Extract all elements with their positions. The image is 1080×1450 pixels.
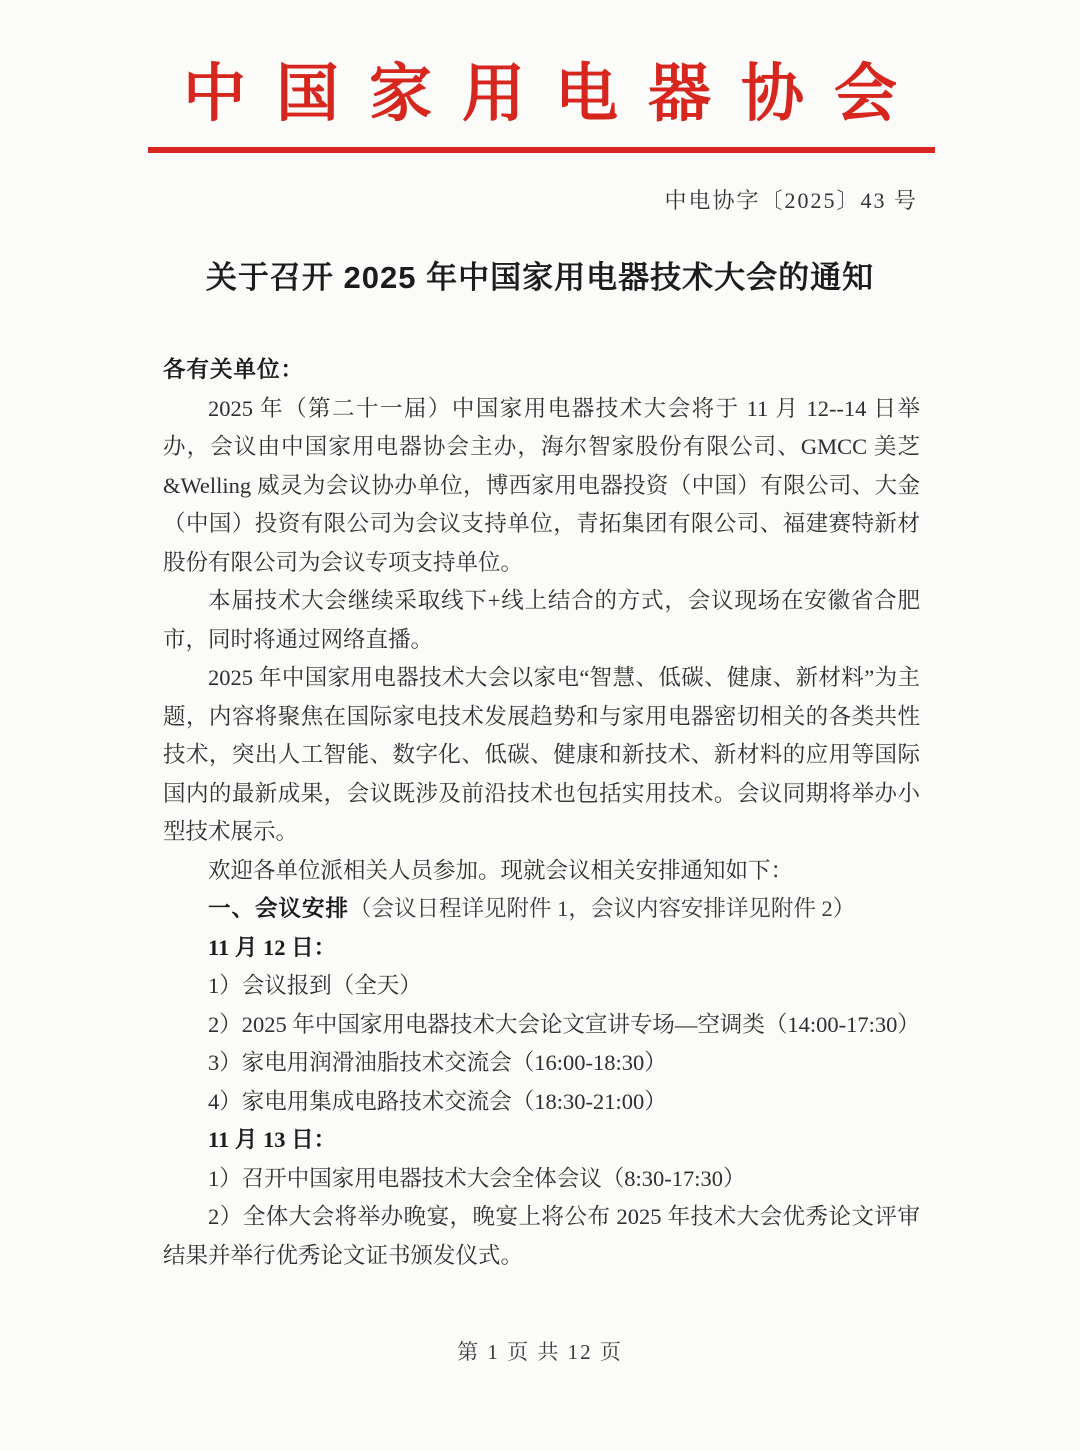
- schedule-day1-item-3: 3）家电用润滑油脂技术交流会（16:00-18:30）: [208, 1050, 667, 1075]
- letterhead-divider-rule: [148, 147, 935, 153]
- schedule-day1-item-2: 2）2025 年中国家用电器技术大会论文宣讲专场—空调类（14:00-17:30）: [208, 1011, 920, 1037]
- paragraph-theme: 2025 年中国家用电器技术大会以家电“智慧、低碳、健康、新材料”为主题，内容将聚焦在国际家电技术发展趋势和与家用电器密切相关的各类共性技术，突出人工智能、数字化、低碳、健康和新技术、新材料的应用等国际国内的最新成果，会议既涉及前沿技术也包括实用技术。会议同期将举办小型技术展示。: [163, 665, 920, 844]
- section-1-heading-note: （会议日程详见附件 1，会议内容安排详见附件 2）: [349, 896, 856, 921]
- notice-title: 关于召开 2025 年中国家用电器技术大会的通知: [205, 260, 875, 295]
- schedule-day2-date: 11 月 13 日：: [208, 1127, 337, 1152]
- schedule-day2-item-2: 2）全体大会将举办晚宴，晚宴上将公布 2025 年技术大会优秀论文评审结果并举行优秀论文证书颁发仪式。: [163, 1204, 920, 1268]
- doc-reference-number: 中电协字〔2025〕43 号: [664, 188, 918, 213]
- salutation: 各有关单位：: [163, 357, 305, 382]
- notice-body: [163, 351, 920, 1275]
- section-1-heading-label: 一、会议安排: [208, 896, 350, 921]
- schedule-day1-date: 11 月 12 日：: [208, 934, 337, 960]
- page-number-indicator: 第 1 页 共 12 页: [457, 1340, 623, 1364]
- paragraph-welcome: 欢迎各单位派相关人员参加。现就会议相关安排通知如下：: [208, 857, 794, 883]
- paragraph-format-location: 本届技术大会继续采取线下+线上结合的方式，会议现场在安徽省合肥市，同时将通过网络直播。: [163, 588, 920, 652]
- schedule-day1-item-4: 4）家电用集成电路技术交流会（18:30-21:00）: [208, 1088, 667, 1114]
- letterhead-org-name: 中国家用电器协会: [183, 59, 927, 129]
- schedule-day2-item-1: 1）召开中国家用电器技术大会全体会议（8:30-17:30）: [208, 1165, 746, 1191]
- paragraph-organizers: 2025 年（第二十一届）中国家用电器技术大会将于 11 月 12--14 日举办，会议由中国家用电器协会主办，海尔智家股份有限公司、GMCC 美芝&Welling 威灵为会议协办单位，博西家用电器投资（中国）有限公司、大金（中国）投资有限公司为会议支持单位，青拓集团有限公司、福建赛特新材股份有限公司为会议专项支持单位。: [163, 395, 920, 575]
- schedule-day1-item-1: 1）会议报到（全天）: [208, 973, 422, 998]
- section-1-heading: [163, 890, 920, 929]
